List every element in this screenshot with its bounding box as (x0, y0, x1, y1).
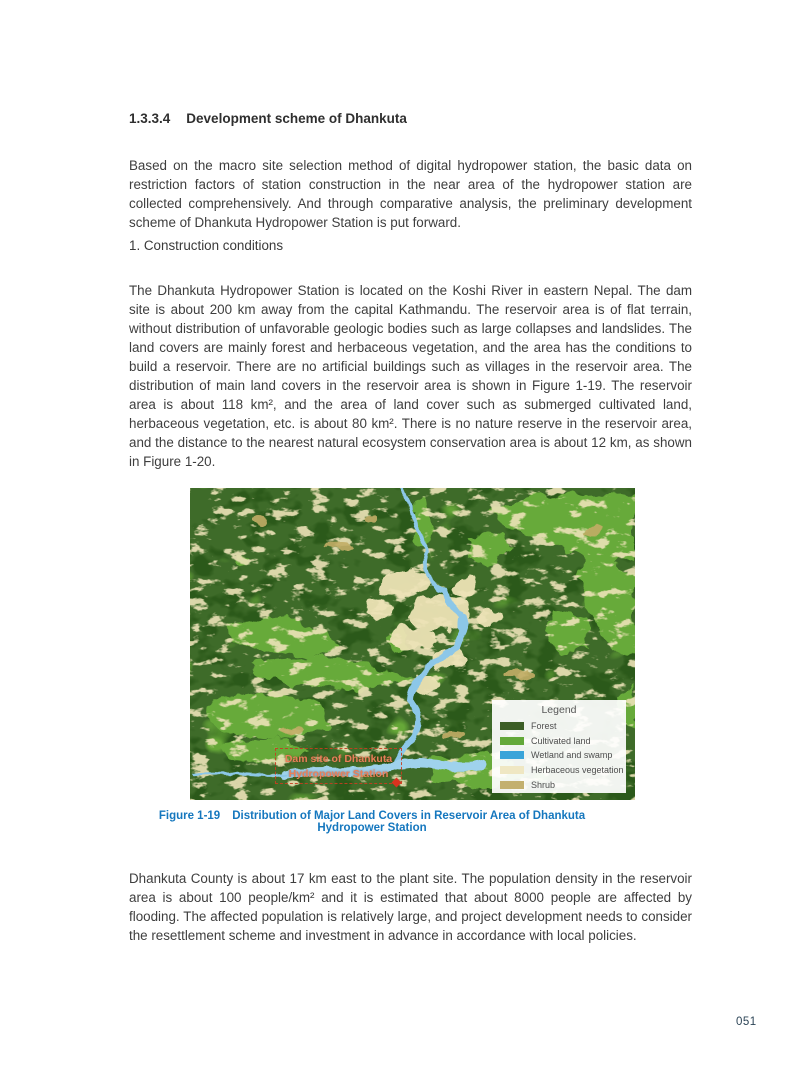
legend-item-cultivated-land (492, 734, 626, 749)
figure-caption-label: Figure 1-19 (158, 810, 221, 822)
legend-label: Wetland and swamp (531, 750, 613, 761)
legend-label: Herbaceous vegetation (531, 765, 624, 776)
legend-label: Shrub (531, 779, 556, 790)
herbaceous-vegetation-swatch (500, 766, 524, 774)
cultivated-land-swatch (500, 737, 524, 745)
paragraph-construction: The Dhankuta Hydropower Station is located on the Koshi River in eastern Nepal. The dam site is about 200 km away from the capital Kathmandu. The reservoir area is of flat terrain, without distribution of unfavorable geologic bodies such as large collapses and landslides. The land covers are mainly forest and herbaceous vegetation, and the area has the conditions to build a reservoir. There are no artificial buildings such as villages in the reservoir area. The distribution of main land covers in the reservoir area is shown in Figure 1-19. The reservoir area is about 118 km², and the area of land cover such as submerged cultivated land, herbaceous vegetation, etc. is about 80 km². There is no nature reserve in the reservoir area, and the distance to the nearest natural ecosystem conservation area is about 12 km, as shown in Figure 1-20. (129, 283, 692, 470)
section-title: Development scheme of Dhankuta (186, 111, 407, 126)
legend-items (492, 719, 626, 792)
legend-label: Cultivated land (531, 735, 591, 746)
legend-label: Forest (531, 721, 557, 732)
legend-title: Legend (541, 704, 577, 716)
page-number: 051 (736, 1016, 757, 1028)
dam-site-annotation: Dam site of Dhankuta Hydropower Station (275, 748, 402, 784)
land-cover-map-figure (190, 488, 635, 800)
section-heading (129, 111, 692, 126)
map-legend (492, 700, 626, 793)
legend-item-wetland-swamp (492, 748, 626, 763)
legend-item-forest (492, 719, 626, 734)
wetland-swamp-swatch (500, 751, 524, 759)
legend-item-herbaceous-vegetation (492, 763, 626, 778)
legend-item-shrub (492, 777, 626, 792)
forest-swatch (500, 722, 524, 730)
figure-caption-text: Distribution of Major Land Covers in Reservoir Area of Dhankuta Hydropower Station (232, 810, 586, 834)
section-number: 1.3.3.4 (129, 111, 171, 126)
figure-caption (136, 810, 608, 834)
list-heading-construction-conditions: 1. Construction conditions (129, 238, 284, 253)
shrub-swatch (500, 781, 524, 789)
paragraph-population: Dhankuta County is about 17 km east to the plant site. The population density in the reservoir area is about 100 people/km² and it is estimated that about 8000 people are affected by flooding. The affected population is relatively large, and project development needs to consider the resettlement scheme and investment in advance in accordance with local policies. (129, 871, 692, 944)
paragraph-intro: Based on the macro site selection method of digital hydropower station, the basic data on restriction factors of station construction in the near area of the hydropower station are collected comprehensively. And through comparative analysis, the preliminary development scheme of Dhankuta Hydropower Station is put forward. (129, 158, 692, 231)
